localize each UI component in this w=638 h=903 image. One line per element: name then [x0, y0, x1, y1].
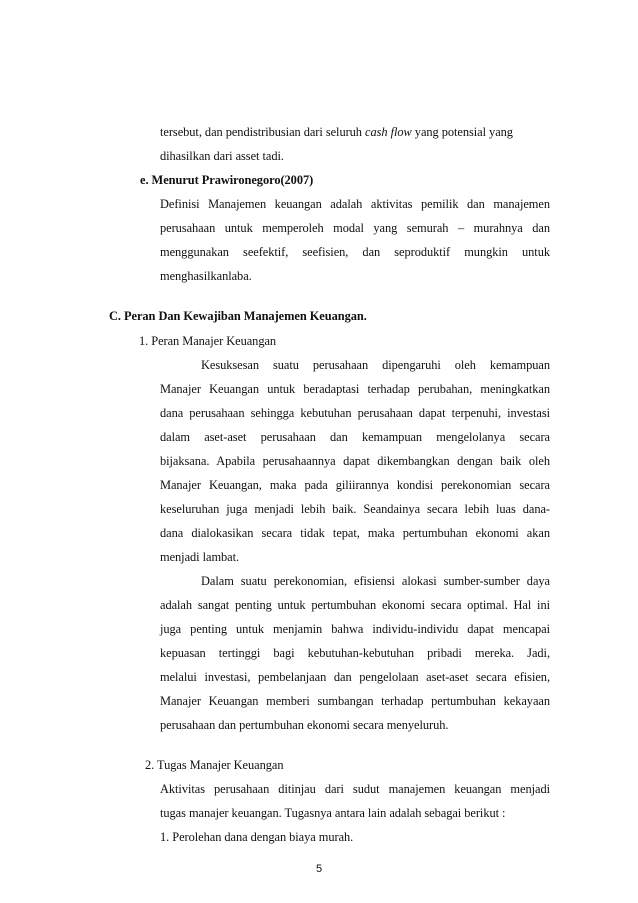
paragraph-line: keseluruhan juga menjadi lebih baik. Seandainya secara lebih luas dana- [160, 502, 550, 516]
subsection-heading-1: 1. Peran Manajer Keuangan [139, 334, 277, 348]
subsection-heading-2: 2. Tugas Manajer Keuangan [145, 758, 284, 772]
list-heading-e: e. Menurut Prawironegoro(2007) [140, 173, 314, 187]
paragraph-line: melalui investasi, pembelanjaan dan pengelolaan aset-aset secara efisien, [160, 670, 550, 684]
paragraph-line: tugas manajer keuangan. Tugasnya antara lain adalah sebagai berikut : [160, 806, 506, 820]
paragraph-line: menggunakan seefektif, seefisien, dan seproduktif mungkin untuk [160, 245, 550, 259]
paragraph-line: dana dialokasikan secara tidak tepat, maka pertumbuhan ekonomi akan [160, 526, 550, 540]
paragraph-line: Kesuksesan suatu perusahaan dipengaruhi oleh kemampuan [201, 358, 550, 372]
text-run: yang potensial yang [414, 125, 513, 139]
paragraph-line: dihasilkan dari asset tadi. [160, 149, 284, 163]
paragraph-line: perusahaan dan pertumbuhan ekonomi secara menyeluruh. [160, 718, 449, 732]
paragraph-line: Manajer Keuangan, maka pada giliirannya kondisi perekonomian secara [160, 478, 550, 492]
section-heading: C. Peran Dan Kewajiban Manajemen Keuangan. [109, 309, 367, 323]
list-item: 1. Perolehan dana dengan biaya murah. [160, 830, 354, 844]
paragraph-line: Manajer Keuangan memberi sumbangan terhadap pertumbuhan kekayaan [160, 694, 550, 708]
paragraph-line: juga penting untuk menjamin bahwa individu-individu dapat mencapai [160, 622, 550, 636]
paragraph-line: Aktivitas perusahaan ditinjau dari sudut manajemen keuangan menjadi [160, 782, 550, 796]
paragraph-line [160, 124, 513, 140]
paragraph-line: kepuasan tertinggi bagi kebutuhan-kebutuhan pribadi mereka. Jadi, [160, 646, 550, 660]
paragraph-line: bijaksana. Apabila perusahaannya dapat dikembangkan dengan baik oleh [160, 454, 550, 468]
paragraph-line: Definisi Manajemen keuangan adalah aktivitas pemilik dan manajemen [160, 197, 550, 211]
text-run: tersebut, dan pendistribusian dari seluruh [160, 125, 362, 139]
paragraph-line: dalam aset-aset perusahaan dan kemampuan mengelolanya secara [160, 430, 550, 444]
paragraph-line: menjadi lambat. [160, 550, 240, 564]
paragraph-line: adalah sangat penting untuk pertumbuhan ekonomi secara optimal. Hal ini [160, 598, 550, 612]
paragraph-line: Dalam suatu perekonomian, efisiensi alokasi sumber-sumber daya [201, 574, 550, 588]
italic-term: cash flow [365, 125, 412, 139]
paragraph-line: dana perusahaan sehingga kebutuhan perusahaan dapat terpenuhi, investasi [160, 406, 550, 420]
paragraph-line: Manajer Keuangan untuk beradaptasi terhadap perubahan, meningkatkan [160, 382, 550, 396]
page-number: 5 [315, 863, 323, 875]
paragraph-line: menghasilkanlaba. [160, 269, 252, 283]
paragraph-line: perusahaan untuk memperoleh modal yang semurah – murahnya dan [160, 221, 550, 235]
